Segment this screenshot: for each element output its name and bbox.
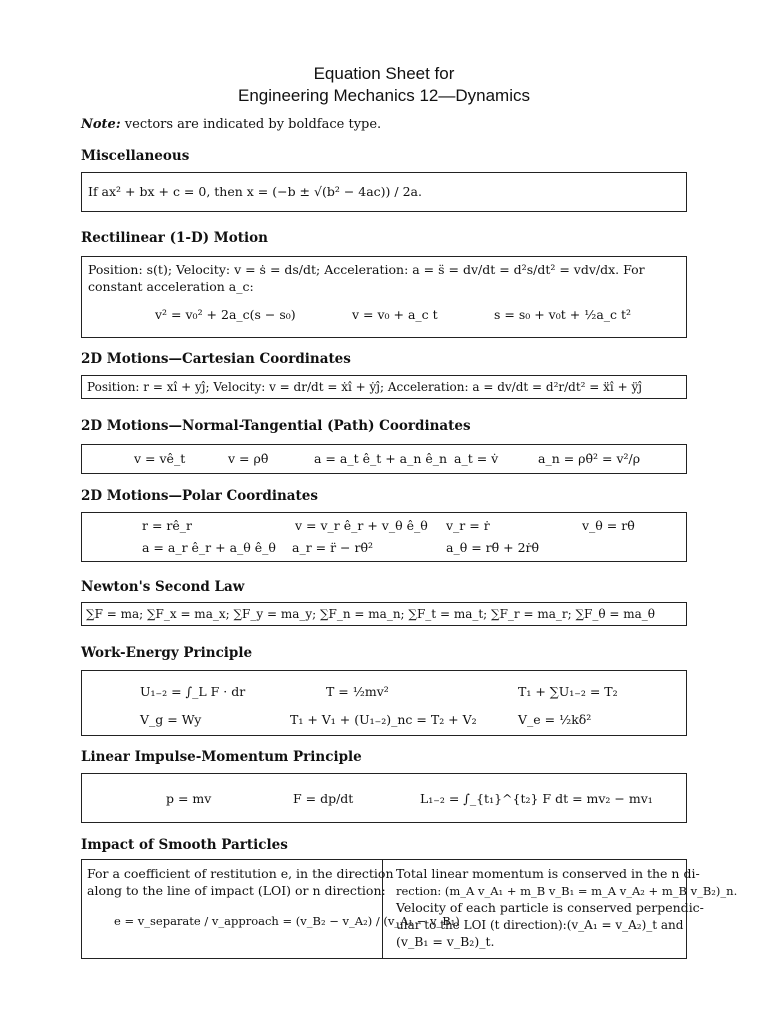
rect-box xyxy=(81,256,687,338)
nt-heading: 2D Motions—Normal-Tangential (Path) Coordinates xyxy=(81,418,471,434)
cart-text: Position: r = xî + yĵ; Velocity: v = dr/dt = ẋî + ẏĵ; Acceleration: a = dv/dt = d²r/dt² = ẍî + ÿĵ xyxy=(87,380,642,394)
impact-right-1: Total linear momentum is conserved in the n di- xyxy=(396,866,700,881)
impact-right-3: Velocity of each particle is conserved perpendic- xyxy=(396,900,704,915)
quadratic-formula: If ax² + bx + c = 0, then x = (−b ± √(b² − 4ac)) / 2a. xyxy=(88,184,422,199)
polar-eq-3: v_r = ṙ xyxy=(446,518,490,533)
title-line-2: Engineering Mechanics 12—Dynamics xyxy=(238,86,530,105)
impact-right-2: rection: (m_A v_A₁ + m_B v_B₁ = m_A v_A₂ + m_B v_B₂)_n. xyxy=(396,884,738,898)
newton-text: ∑F = ma; ∑F_x = ma_x; ∑F_y = ma_y; ∑F_n = ma_n; ∑F_t = ma_t; ∑F_r = ma_r; ∑F_θ = ma_θ xyxy=(86,607,656,621)
note-text: vectors are indicated by boldface type. xyxy=(124,117,382,132)
newton-heading: Newton's Second Law xyxy=(81,579,245,595)
rect-line-2: constant acceleration a_c: xyxy=(88,279,254,294)
rect-eq-3: s = s₀ + v₀t + ½a_c t² xyxy=(494,307,632,322)
rect-line-1: Position: s(t); Velocity: v = ṡ = ds/dt; Acceleration: a = s̈ = dv/dt = d²s/dt² = vdv/dx. For xyxy=(88,262,645,277)
title-line-1: Equation Sheet for xyxy=(313,64,455,83)
impact-right-4: ular to the LOI (t direction):(v_A₁ = v_A₂)_t and xyxy=(396,918,684,932)
polar-eq-5: a = a_r ê_r + a_θ ê_θ xyxy=(142,540,276,555)
cart-heading: 2D Motions—Cartesian Coordinates xyxy=(81,351,351,367)
rect-eq-2: v = v₀ + a_c t xyxy=(352,307,438,322)
misc-heading: Miscellaneous xyxy=(81,148,190,164)
work-box xyxy=(81,670,687,736)
impact-heading: Impact of Smooth Particles xyxy=(81,837,288,853)
nt-eq-4: a_t = v̇ xyxy=(454,451,499,466)
work-eq-1: U₁₋₂ = ∫_L F · dr xyxy=(140,684,246,699)
misc-box xyxy=(81,172,687,212)
newton-box xyxy=(81,602,687,626)
impulse-eq-3: L₁₋₂ = ∫_{t₁}^{t₂} F dt = mv₂ − mv₁ xyxy=(420,791,653,806)
polar-eq-6: a_r = r̈ − rθ̇² xyxy=(292,540,374,555)
impact-box xyxy=(81,859,738,959)
impulse-box xyxy=(81,773,687,823)
work-eq-5: T₁ + V₁ + (U₁₋₂)_nc = T₂ + V₂ xyxy=(290,712,477,727)
nt-eq-3: a = a_t ê_t + a_n ê_n xyxy=(314,451,448,466)
impulse-eq-2: F = dp/dt xyxy=(293,791,354,806)
polar-eq-7: a_θ = rθ̈ + 2ṙθ̇ xyxy=(446,540,540,555)
polar-heading: 2D Motions—Polar Coordinates xyxy=(81,488,318,504)
impulse-heading: Linear Impulse-Momentum Principle xyxy=(81,749,362,765)
rect-eq-1: v² = v₀² + 2a_c(s − s₀) xyxy=(155,307,296,322)
work-eq-4: V_g = Wy xyxy=(140,712,202,727)
page-title xyxy=(0,63,768,107)
work-eq-3: T₁ + ∑U₁₋₂ = T₂ xyxy=(518,684,618,699)
nt-eq-2: v = ρθ̇ xyxy=(228,451,269,466)
cart-box xyxy=(81,375,687,399)
impact-left-1: For a coefficient of restitution e, in the direction xyxy=(87,866,394,881)
impact-right-5: (v_B₁ = v_B₂)_t. xyxy=(396,934,495,949)
impulse-eq-1: p = mv xyxy=(166,791,212,806)
impact-left-eq: e = v_separate / v_approach = (v_B₂ − v_A₂) / (v_A₁ − v_B₁) xyxy=(114,914,460,928)
polar-eq-2: v = v_r ê_r + v_θ ê_θ xyxy=(295,518,428,533)
impact-left-2: along to the line of impact (LOI) or n direction: xyxy=(87,883,386,898)
polar-eq-4: v_θ = rθ̇ xyxy=(582,518,635,533)
polar-box xyxy=(81,512,687,562)
nt-box xyxy=(81,444,687,474)
polar-eq-1: r = rê_r xyxy=(142,518,192,533)
nt-eq-5: a_n = ρθ̇² = v²/ρ xyxy=(538,451,641,466)
rect-heading: Rectilinear (1-D) Motion xyxy=(81,230,268,246)
work-heading: Work-Energy Principle xyxy=(81,645,253,661)
nt-eq-1: v = vê_t xyxy=(134,451,186,466)
note-label: Note: xyxy=(81,117,121,132)
work-eq-2: T = ½mv² xyxy=(326,684,389,699)
note xyxy=(81,117,381,132)
work-eq-6: V_e = ½kδ² xyxy=(518,712,592,727)
